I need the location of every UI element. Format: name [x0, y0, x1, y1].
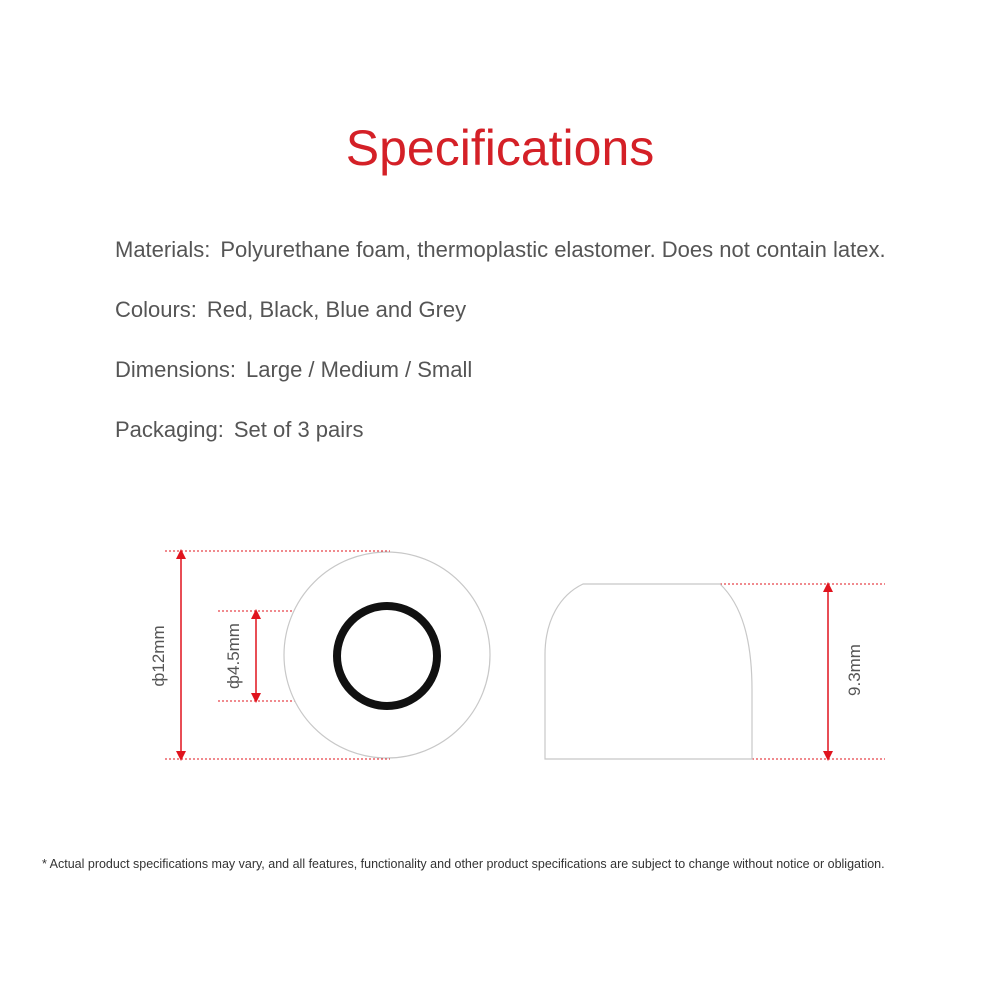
spec-label: Materials: [115, 237, 211, 262]
side-view [545, 584, 885, 759]
outer-diameter-label: ф12mm [149, 625, 168, 687]
spec-label: Dimensions: [115, 357, 237, 382]
spec-value: Polyurethane foam, thermoplastic elastomer. Does not contain latex. [220, 237, 886, 262]
front-view [149, 551, 490, 759]
spec-label: Colours: [115, 297, 197, 322]
page-title: Specifications [345, 120, 655, 176]
spec-label: Packaging: [115, 417, 224, 442]
spec-value: Large / Medium / Small [246, 357, 473, 382]
inner-diameter-label: ф4.5mm [224, 623, 243, 689]
height-label: 9.3mm [845, 644, 864, 696]
eartip-side-profile [545, 584, 752, 759]
spec-value: Red, Black, Blue and Grey [206, 297, 467, 322]
eartip-outer-circle [284, 552, 490, 758]
disclaimer-footnote: * Actual product specifications may vary, and all features, functionality and other product specifications are subject to change without notice or obligation. [42, 857, 885, 871]
spec-value: Set of 3 pairs [233, 417, 364, 442]
